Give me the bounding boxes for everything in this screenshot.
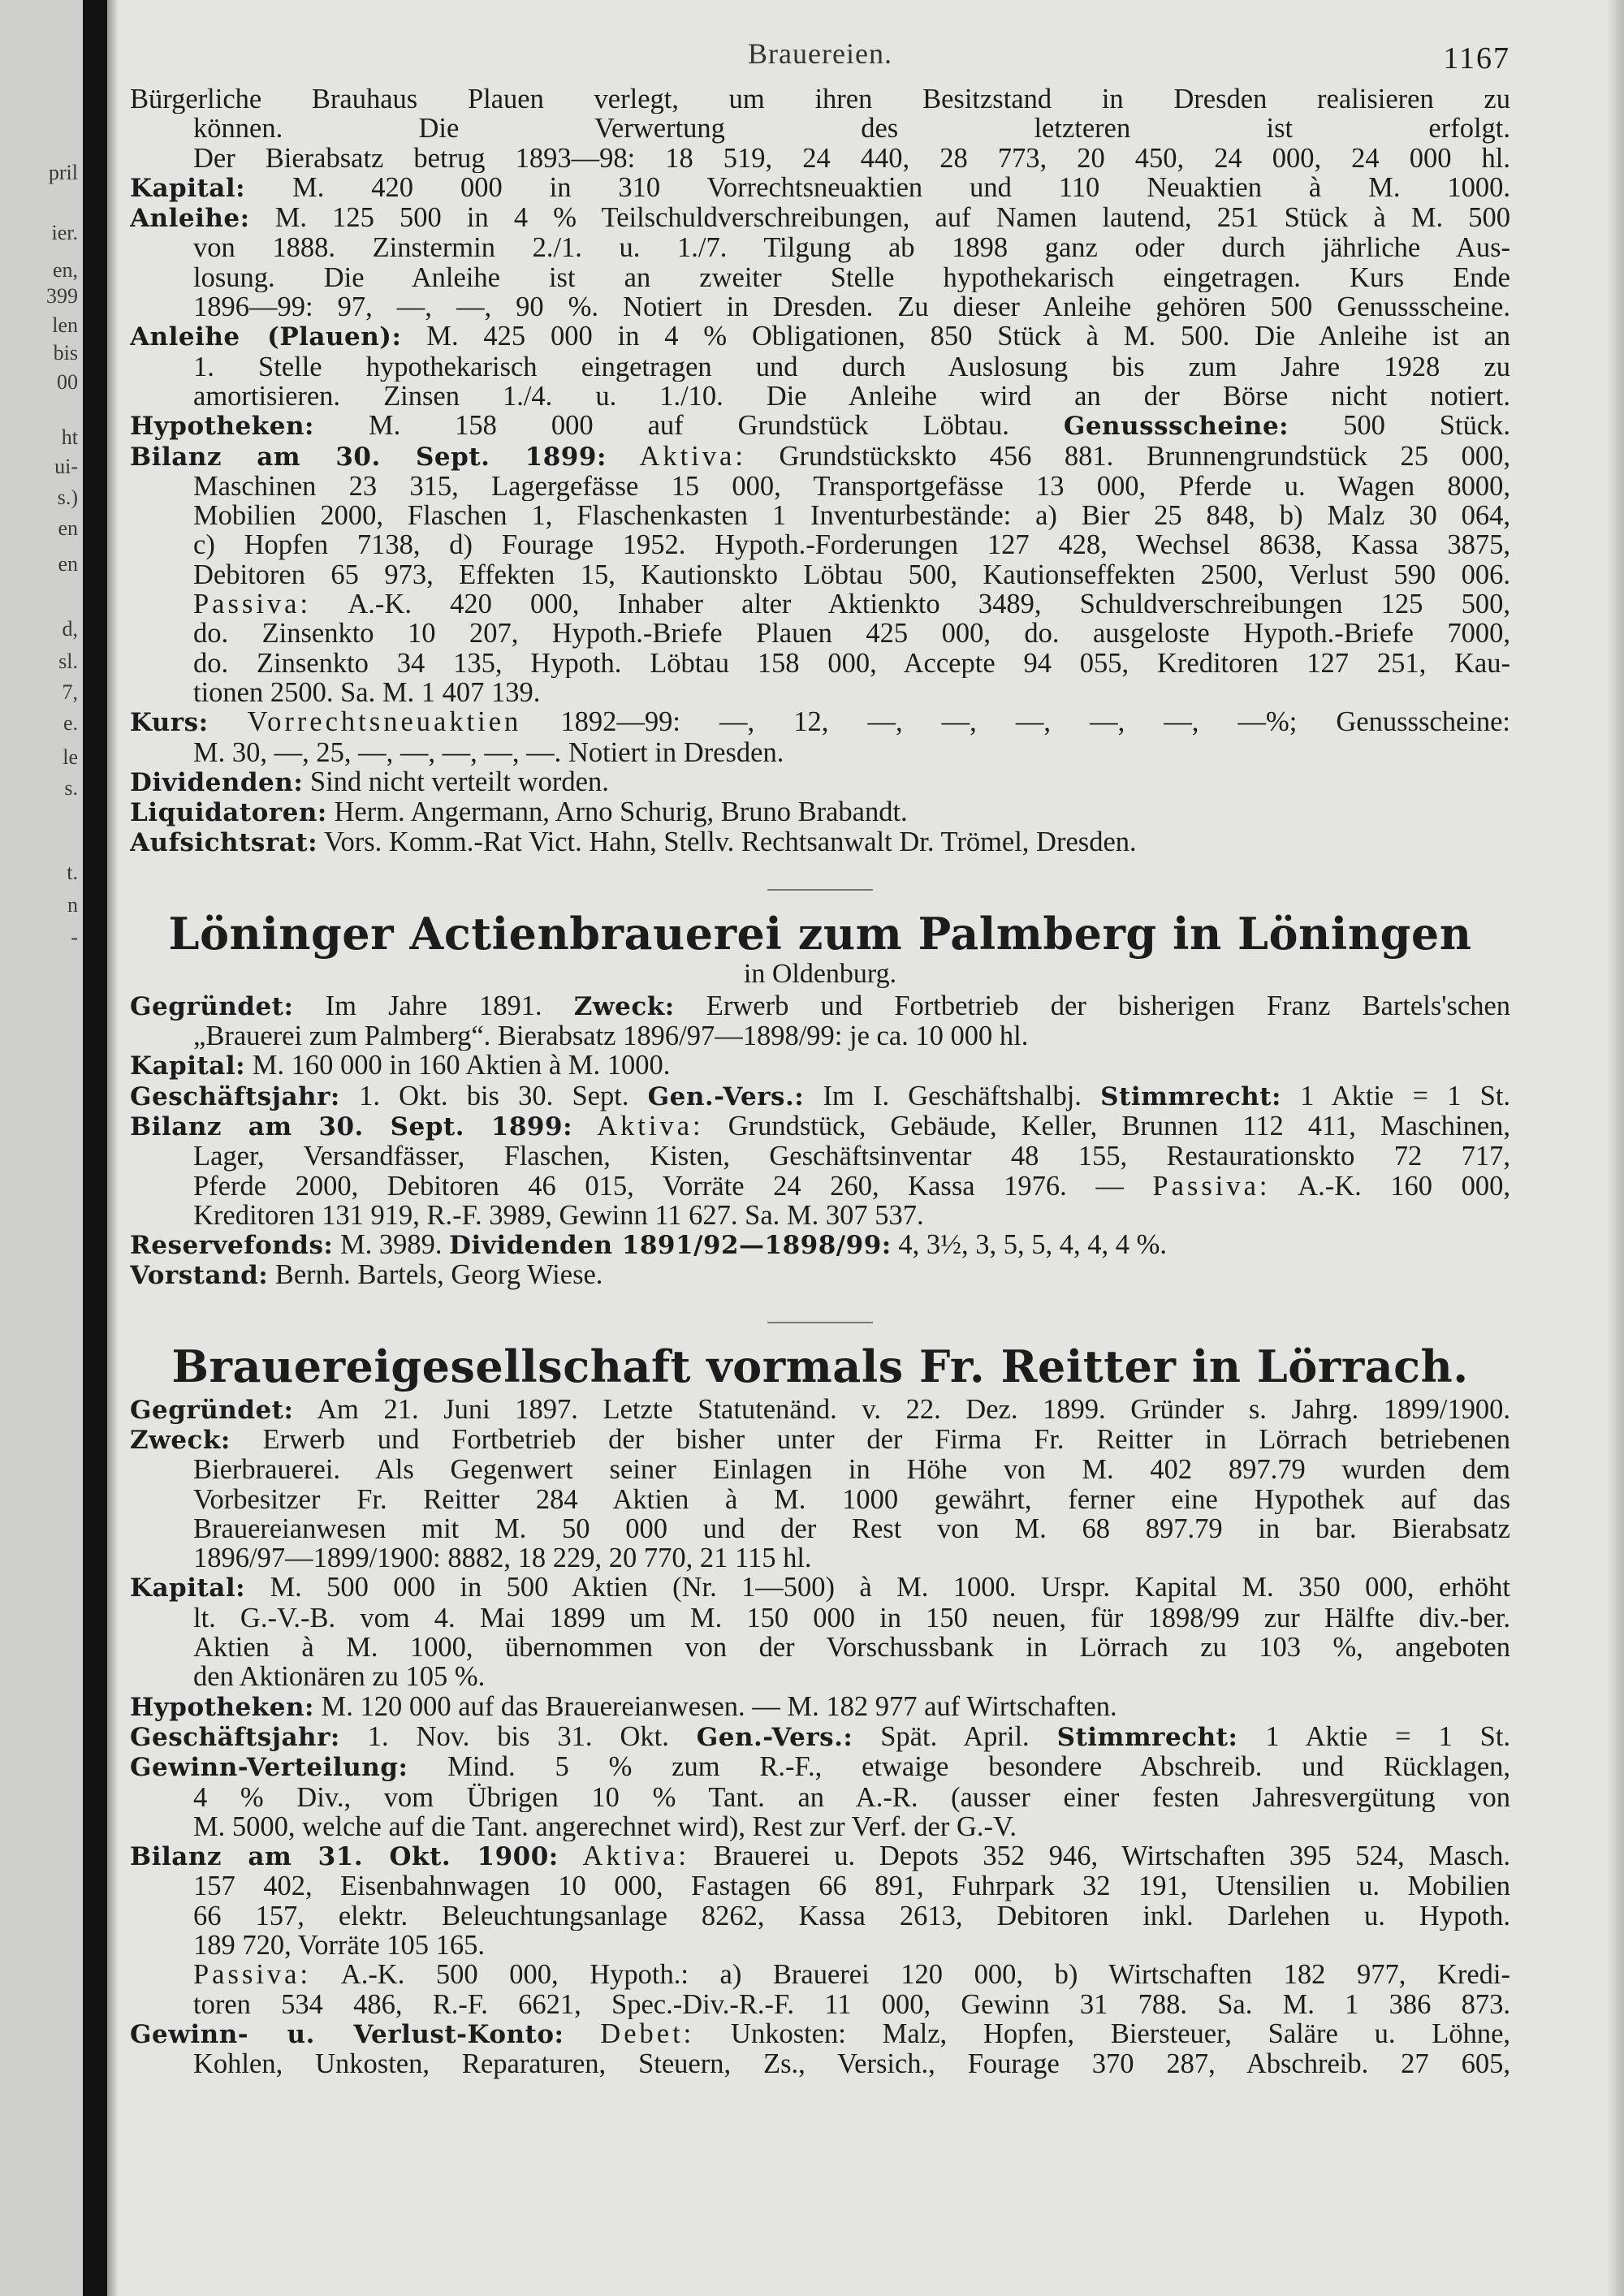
text-line [130,382,1510,411]
entry-text: Bernh. Bartels, Georg Wiese. [274,1260,603,1291]
spaced-label: Aktiva: [582,1841,689,1872]
entry-text: M. 420 000 in 310 Vorrechtsneuaktien und 110 Neuaktien à M. 1000. [292,172,1510,203]
entry-keyword: Bilanz am 30. Sept. 1899: [130,442,607,472]
entry-text: M. 125 500 in 4 % Teilschuldverschreibungen, auf Namen lautend, 251 Stück à M. 500 [274,203,1510,234]
text-line [130,649,1510,678]
text-line [130,707,1510,737]
entry-keyword: Kapital: [130,173,246,203]
entry-text: 1 Aktie = 1 St. [1265,1721,1510,1752]
previous-page-fragment: s. [64,776,78,800]
entry-text: Bürgerliche Brauhaus Plauen verlegt, um ihren Besitzstand in Dresden realisieren zu [130,84,1510,114]
running-header [130,39,1510,84]
entry-text: amortisieren. Zinsen 1./4. u. 1./10. Die Anleihe wird an der Börse nicht notiert. [193,381,1510,412]
entry-text: c) Hopfen 7138, d) Fourage 1952. Hypoth.-Forderungen 127 428, Wechsel 8638, Kassa 3875, [193,530,1510,560]
text-line [130,1111,1510,1142]
section-reitter-loerrach [130,1395,1510,2079]
spaced-label: Passiva: [193,1960,312,1990]
text-line [130,1395,1510,1425]
entry-text: M. 3989. [339,1230,443,1261]
spaced-label: Aktiva: [639,441,746,472]
text-line [130,1201,1510,1230]
text-line [130,472,1510,501]
previous-page-fragment: len [52,313,78,337]
text-line [130,1692,1510,1722]
text-line [130,1783,1510,1812]
spaced-label: Passiva: [193,589,312,619]
book-binding-shadow [83,0,107,2296]
entry-keyword: Gegründet: [130,991,294,1021]
text-line [130,1425,1510,1455]
previous-page-fragment: ht [61,425,78,449]
text-line [130,1633,1510,1662]
running-title: Brauereien. [748,37,892,70]
text-line [130,1021,1510,1051]
entry-text: Kreditoren 131 919, R.-F. 3989, Gewinn 11 627. Sa. M. 307 537. [193,1200,924,1231]
entry-text: A.-K. 420 000, Inhaber alter Aktienkto 3489, Schuldverschreibungen 125 500, [348,589,1510,619]
previous-page-fragment: ui- [54,455,78,478]
entry-text: lt. G.-V.-B. vom 4. Mai 1899 um M. 150 000 in 150 neuen, für 1898/99 zur Hälfte div.-ber. [193,1603,1510,1634]
text-line [130,322,1510,352]
section-divider [767,1322,873,1323]
entry-keyword: Liquidatoren: [130,798,327,828]
entry-text: Brauereianwesen mit M. 50 000 und der Rest von M. 68 897.79 in bar. Bierabsatz [193,1513,1510,1544]
entry-text: Maschinen 23 315, Lagergefässe 15 000, Transportgefässe 13 000, Pferde u. Wagen 8000, [193,471,1510,502]
entry-text: Erwerb und Fortbetrieb der bisherigen Franz Bartels'schen [706,990,1510,1021]
entry-keyword: Dividenden: [130,767,304,797]
spaced-label: Debet: [600,2018,695,2049]
previous-page-fragment: 00 [57,370,78,394]
entry-keyword: Kurs: [130,708,209,738]
entry-text: Lager, Versandfässer, Flaschen, Kisten, Geschäftsinventar 48 155, Restaurationskto 72 717, [193,1142,1510,1172]
company-title: Brauereigesellschaft vormals Fr. Reitter in Lörrach. [171,1340,1469,1392]
entry-text: do. Zinsenkto 10 207, Hypoth.-Briefe Plauen 425 000, do. ausgeloste Hypoth.-Briefe 7000, [193,619,1510,649]
entry-keyword: Hypotheken: [130,1692,314,1722]
previous-page-fragment: s.) [57,486,78,509]
entry-keyword: Stimmrecht: [1056,1722,1238,1752]
scan-left-edge [0,0,96,2296]
entry-text: Erwerb und Fortbetrieb der bisher unter der Firma Fr. Reitter in Lörrach betriebenen [262,1424,1510,1455]
entry-text: Mind. 5 % zum R.-F., etwaige besondere Abschreib. und Rücklagen, [447,1752,1510,1783]
text-line [130,1142,1510,1171]
entry-text: 189 720, Vorräte 105 165. [193,1931,486,1961]
entry-text: Vors. Komm.-Rat Vict. Hahn, Stellv. Rechtsanwalt Dr. Trömel, Dresden. [324,827,1137,858]
spaced-label: Passiva: [1152,1171,1271,1201]
text-line [130,1230,1510,1260]
entry-keyword: Gen.-Vers.: [696,1722,853,1752]
entry-text: 1892—99: —, 12, —, —, —, —, —, —%; Genussscheine: [560,707,1510,738]
entry-text: 1896—99: 97, —, —, 90 %. Notiert in Dresden. Zu dieser Anleihe gehören 500 Genussscheine. [193,292,1510,322]
text-line [130,797,1510,827]
entry-keyword: Gen.-Vers.: [647,1081,805,1111]
entry-keyword: Dividenden 1891/92—1898/99: [449,1231,892,1261]
entry-text: Unkosten: Malz, Hopfen, Biersteuer, Saläre u. Löhne, [731,2018,1510,2049]
entry-text: Aktien à M. 1000, übernommen von der Vorschussbank in Lörrach zu 103 %, angeboten [193,1633,1510,1663]
entry-keyword: Kapital: [130,1573,246,1603]
entry-text: toren 534 486, R.-F. 6621, Spec.-Div.-R.-F. 11 000, Gewinn 31 788. Sa. M. 1 386 873. [193,1989,1510,2019]
entry-text: M. 30, —, 25, —, —, —, —, —. Notiert in Dresden. [193,737,784,767]
previous-page-fragment: 7, [62,680,78,704]
text-line [130,352,1510,382]
text-line [130,292,1510,322]
entry-text: Herm. Angermann, Arno Schurig, Bruno Brabandt. [334,797,908,828]
entry-text: M. 500 000 in 500 Aktien (Nr. 1—500) à M. 1000. Urspr. Kapital M. 350 000, erhöht [270,1573,1510,1603]
spaced-label: Vorrechtsneuaktien [247,707,522,738]
entry-keyword: Hypotheken: [130,412,314,442]
text-line [130,738,1510,767]
text-line [130,678,1510,707]
text-line [130,1931,1510,1960]
entry-text: losung. Die Anleihe ist an zweiter Stelle hypothekarisch eingetragen. Kurs Ende [193,262,1510,293]
entry-keyword: Zweck: [573,991,675,1021]
text-line [130,203,1510,233]
previous-page-fragment: pril [48,161,78,184]
previous-page-fragment: ier. [51,221,78,244]
text-line [130,1722,1510,1752]
entry-keyword: Genussscheine: [1063,412,1289,442]
entry-text: von 1888. Zinstermin 2./1. u. 1./7. Tilgung ab 1898 ganz oder durch jährliche Aus- [193,233,1510,263]
previous-page-fragment: sl. [58,650,78,673]
text-line [130,767,1510,797]
text-line [130,560,1510,589]
text-line [130,1514,1510,1543]
entry-text: Vorbesitzer Fr. Reitter 284 Aktien à M. 1000 gewährt, ferner eine Hypothek auf das [193,1484,1510,1514]
entry-text: M. 120 000 auf das Brauereianwesen. — M. 182 977 auf Wirtschaften. [321,1691,1117,1722]
text-line [130,1812,1510,1841]
entry-text: Pferde 2000, Debitoren 46 015, Vorräte 24 260, Kassa 1976. — [193,1171,1124,1201]
entry-keyword: Aufsichtsrat: [130,828,318,858]
text-line [130,530,1510,559]
text-line [130,1260,1510,1290]
text-line [130,233,1510,262]
entry-text: 157 402, Eisenbahnwagen 10 000, Fastagen 66 891, Fuhrpark 32 191, Utensilien u. Mobilien [193,1871,1510,1901]
entry-text: M. 5000, welche auf die Tant. angerechnet wird), Rest zur Verf. der G.-V. [193,1811,1017,1842]
entry-text: M. 158 000 auf Grundstück Löbtau. [368,411,1009,442]
text-line [130,144,1510,173]
text-line [130,1051,1510,1081]
entry-text: Brauerei u. Depots 352 946, Wirtschaften 395 524, Masch. [713,1841,1510,1872]
entry-keyword: Reservefonds: [130,1231,334,1261]
section-plauen-continued [130,84,1510,858]
entry-text: Spät. April. [880,1721,1030,1752]
entry-text: Mobilien 2000, Flaschen 1, Flaschenkasten 1 Inventurbestände: a) Bier 25 848, b) Malz 30 064, [193,501,1510,531]
entry-text: Sind nicht verteilt worden. [309,766,609,797]
entry-text: A.-K. 160 000, [1298,1171,1510,1201]
text-line [130,84,1510,114]
previous-page-fragment: en [58,516,78,540]
document-page [130,39,1510,2079]
text-line [130,1603,1510,1633]
text-line [130,991,1510,1021]
previous-page-fragment: - [71,926,78,949]
entry-keyword: Stimmrecht: [1100,1081,1281,1111]
entry-text: Kohlen, Unkosten, Reparaturen, Steuern, Zs., Versich., Fourage 370 287, Abschreib. 27 605, [193,2049,1510,2079]
text-line [130,173,1510,203]
text-line [130,2019,1510,2049]
entry-text: do. Zinsenkto 34 135, Hypoth. Löbtau 158 000, Accepte 94 055, Kreditoren 127 251, Kau- [193,648,1510,678]
text-line [130,1455,1510,1484]
entry-keyword: Vorstand: [130,1261,269,1291]
text-line [130,442,1510,472]
entry-keyword: Anleihe: [130,204,250,234]
text-line [130,1485,1510,1514]
previous-page-fragment: t. [67,861,78,884]
text-line [130,1573,1510,1603]
entry-keyword: Gewinn- u. Verlust-Konto: [130,2019,564,2049]
text-line [130,589,1510,619]
text-line [130,1662,1510,1691]
text-line [130,1990,1510,2019]
entry-text: M. 425 000 in 4 % Obligationen, 850 Stück à M. 500. Die Anleihe ist an [426,322,1510,352]
previous-page-fragment: en, [52,258,78,282]
entry-text: Der Bierabsatz betrug 1893—98: 18 519, 24 440, 28 773, 20 450, 24 000, 24 000 hl. [193,143,1510,173]
text-line [130,1752,1510,1782]
gutter-gradient [107,0,119,2296]
entry-text: Grundstück, Gebäude, Keller, Brunnen 112 411, Maschinen, [728,1111,1510,1142]
text-line [130,827,1510,857]
entry-text: „Brauerei zum Palmberg“. Bierabsatz 1896/97—1898/99: je ca. 10 000 hl. [193,1021,1029,1051]
entry-text: Bierbrauerei. Als Gegenwert seiner Einlagen in Höhe von M. 402 897.79 wurden dem [193,1455,1510,1485]
page-number: 1167 [1443,41,1510,76]
entry-keyword: Anleihe (Plauen): [130,322,402,352]
previous-page-fragment: d, [62,617,78,641]
company-title: Löninger Actienbrauerei zum Palmberg in Löningen [168,907,1472,960]
entry-text: 66 157, elektr. Beleuchtungsanlage 8262, Kassa 2613, Debitoren inkl. Darlehen u. Hypoth. [193,1901,1510,1931]
entry-text: 4 % Div., vom Übrigen 10 % Tant. an A.-R. (ausser einer festen Jahresvergütung von [193,1782,1510,1812]
text-line [130,1081,1510,1111]
entry-text: 1. Nov. bis 31. Okt. [367,1721,669,1752]
entry-keyword: Kapital: [130,1051,246,1081]
entry-text: 4, 3½, 3, 5, 5, 4, 4, 4 %. [898,1230,1167,1261]
previous-page-fragment: en [58,552,78,576]
company-subtitle: in Oldenburg. [743,958,897,989]
entry-keyword: Gewinn-Verteilung: [130,1753,408,1783]
text-line [130,411,1510,441]
section-divider [767,889,873,891]
text-line [130,2049,1510,2078]
spaced-label: Aktiva: [597,1111,704,1142]
text-line [130,1960,1510,1989]
entry-text: 500 Stück. [1343,411,1510,442]
previous-page-fragment: le [63,745,78,769]
text-line [130,619,1510,648]
text-line [130,1543,1510,1573]
entry-text: A.-K. 500 000, Hypoth.: a) Brauerei 120 000, b) Wirtschaften 182 977, Kredi- [340,1960,1510,1990]
entry-text: 1. Okt. bis 30. Sept. [359,1081,629,1111]
entry-text: den Aktionären zu 105 %. [193,1662,486,1692]
text-line [130,501,1510,530]
entry-text: tionen 2500. Sa. M. 1 407 139. [193,677,541,708]
entry-text: 1896/97—1899/1900: 8882, 18 229, 20 770, 21 115 hl. [193,1543,812,1573]
entry-keyword: Gegründet: [130,1395,294,1425]
text-line [130,114,1510,143]
text-line [130,1841,1510,1871]
entry-text: M. 160 000 in 160 Aktien à M. 1000. [252,1051,671,1081]
text-line [130,1871,1510,1901]
entry-text: Im I. Geschäftshalbj. [823,1081,1082,1111]
entry-text: Am 21. Juni 1897. Letzte Statutenänd. v. 22. Dez. 1899. Gründer s. Jahrg. 1899/1900. [317,1394,1510,1425]
entry-text: 1. Stelle hypothekarisch eingetragen und durch Auslosung bis zum Jahre 1928 zu [193,352,1510,382]
entry-text: 1 Aktie = 1 St. [1300,1081,1510,1111]
previous-page-fragment: n [67,893,78,917]
previous-page-fragment: 399 [46,284,78,308]
entry-keyword: Bilanz am 31. Okt. 1900: [130,1842,559,1872]
entry-text: Grundstücksktо 456 881. Brunnengrundstück 25 000, [779,441,1510,472]
text-line [130,1901,1510,1931]
entry-keyword: Bilanz am 30. Sept. 1899: [130,1111,573,1142]
entry-keyword: Geschäftsjahr: [130,1722,340,1752]
section-loeninger [130,991,1510,1291]
previous-page-fragment: e. [63,711,78,735]
entry-keyword: Geschäftsjahr: [130,1081,340,1111]
previous-page-fragment: bis [53,341,78,365]
entry-text: Im Jahre 1891. [325,990,542,1021]
entry-text: können. Die Verwertung des letzteren ist erfolgt. [193,114,1510,144]
page-right-edge [1606,0,1624,2296]
entry-text: Debitoren 65 973, Effekten 15, Kautionskto Löbtau 500, Kautionseffekten 2500, Verlust 590 006. [193,559,1510,590]
text-line [130,263,1510,292]
entry-keyword: Zweck: [130,1425,231,1455]
text-line [130,1172,1510,1201]
